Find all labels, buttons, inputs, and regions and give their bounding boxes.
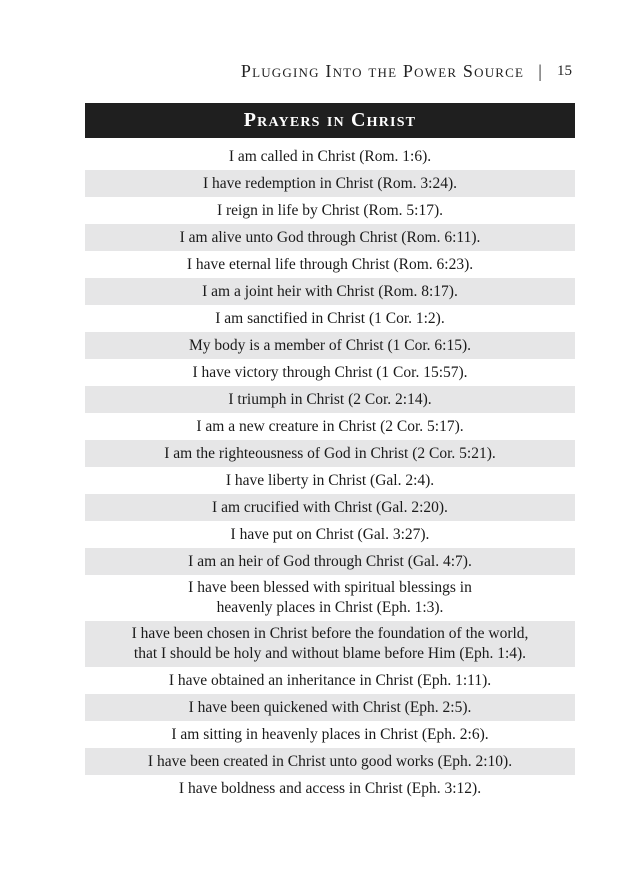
table-row <box>85 278 575 305</box>
row-text: I have redemption in Christ (Rom. 3:24). <box>203 174 457 192</box>
header-divider: | <box>538 61 543 81</box>
row-text: I have eternal life through Christ (Rom. 6:23). <box>186 255 474 273</box>
row-text: I have been chosen in Christ before the foundation of the world, that I should be holy and without blame before Him (Eph. 1:4). <box>131 625 529 662</box>
table-row <box>85 170 575 197</box>
table-row <box>85 721 575 748</box>
row-text: I have victory through Christ (1 Cor. 15:57). <box>192 363 468 381</box>
table-row <box>85 467 575 494</box>
row-text: I am sanctified in Christ (1 Cor. 1:2). <box>215 309 445 327</box>
row-text: I am an heir of God through Christ (Gal. 4:7). <box>188 552 472 570</box>
table-row <box>85 667 575 694</box>
table-row <box>85 332 575 359</box>
running-title: Plugging Into the Power Source <box>240 61 525 81</box>
row-text: My body is a member of Christ (1 Cor. 6:15). <box>189 336 471 354</box>
table-row <box>85 305 575 332</box>
table-row <box>85 621 575 667</box>
table-row <box>85 548 575 575</box>
row-text: I reign in life by Christ (Rom. 5:17). <box>216 201 443 219</box>
table-row <box>85 775 575 802</box>
table-row <box>85 521 575 548</box>
row-text: I have put on Christ (Gal. 3:27). <box>230 525 430 543</box>
row-text: I have liberty in Christ (Gal. 2:4). <box>225 471 435 489</box>
table-row <box>85 224 575 251</box>
table-row <box>85 694 575 721</box>
row-text: I am the righteousness of God in Christ (2 Cor. 5:21). <box>164 444 496 462</box>
table-row <box>85 748 575 775</box>
row-text: I have boldness and access in Christ (Eph. 3:12). <box>178 779 482 797</box>
page-number: 15 <box>557 63 572 79</box>
table-row <box>85 413 575 440</box>
table-row <box>85 197 575 224</box>
row-text: I am a joint heir with Christ (Rom. 8:17). <box>202 282 458 300</box>
table-row <box>85 494 575 521</box>
row-text: I am crucified with Christ (Gal. 2:20). <box>212 498 448 516</box>
row-text: I am called in Christ (Rom. 1:6). <box>228 147 432 165</box>
table-row <box>85 143 575 170</box>
table-row <box>85 251 575 278</box>
row-text: I am a new creature in Christ (2 Cor. 5:17). <box>196 417 464 435</box>
row-text: I triumph in Christ (2 Cor. 2:14). <box>228 390 432 408</box>
row-text: I am sitting in heavenly places in Christ (Eph. 2:6). <box>171 725 489 743</box>
table-row <box>85 575 575 621</box>
row-text: I have been blessed with spiritual blessings in heavenly places in Christ (Eph. 1:3). <box>188 579 472 616</box>
row-text: I have obtained an inheritance in Christ (Eph. 1:11). <box>168 671 492 689</box>
row-text: I am alive unto God through Christ (Rom. 6:11). <box>179 228 481 246</box>
prayers-table <box>85 103 575 802</box>
table-title: Prayers in Christ <box>85 103 575 138</box>
table-row <box>85 440 575 467</box>
running-header <box>241 61 572 82</box>
table-row <box>85 386 575 413</box>
table-row <box>85 359 575 386</box>
row-text: I have been quickened with Christ (Eph. 2:5). <box>188 698 472 716</box>
row-text: I have been created in Christ unto good works (Eph. 2:10). <box>147 752 513 770</box>
